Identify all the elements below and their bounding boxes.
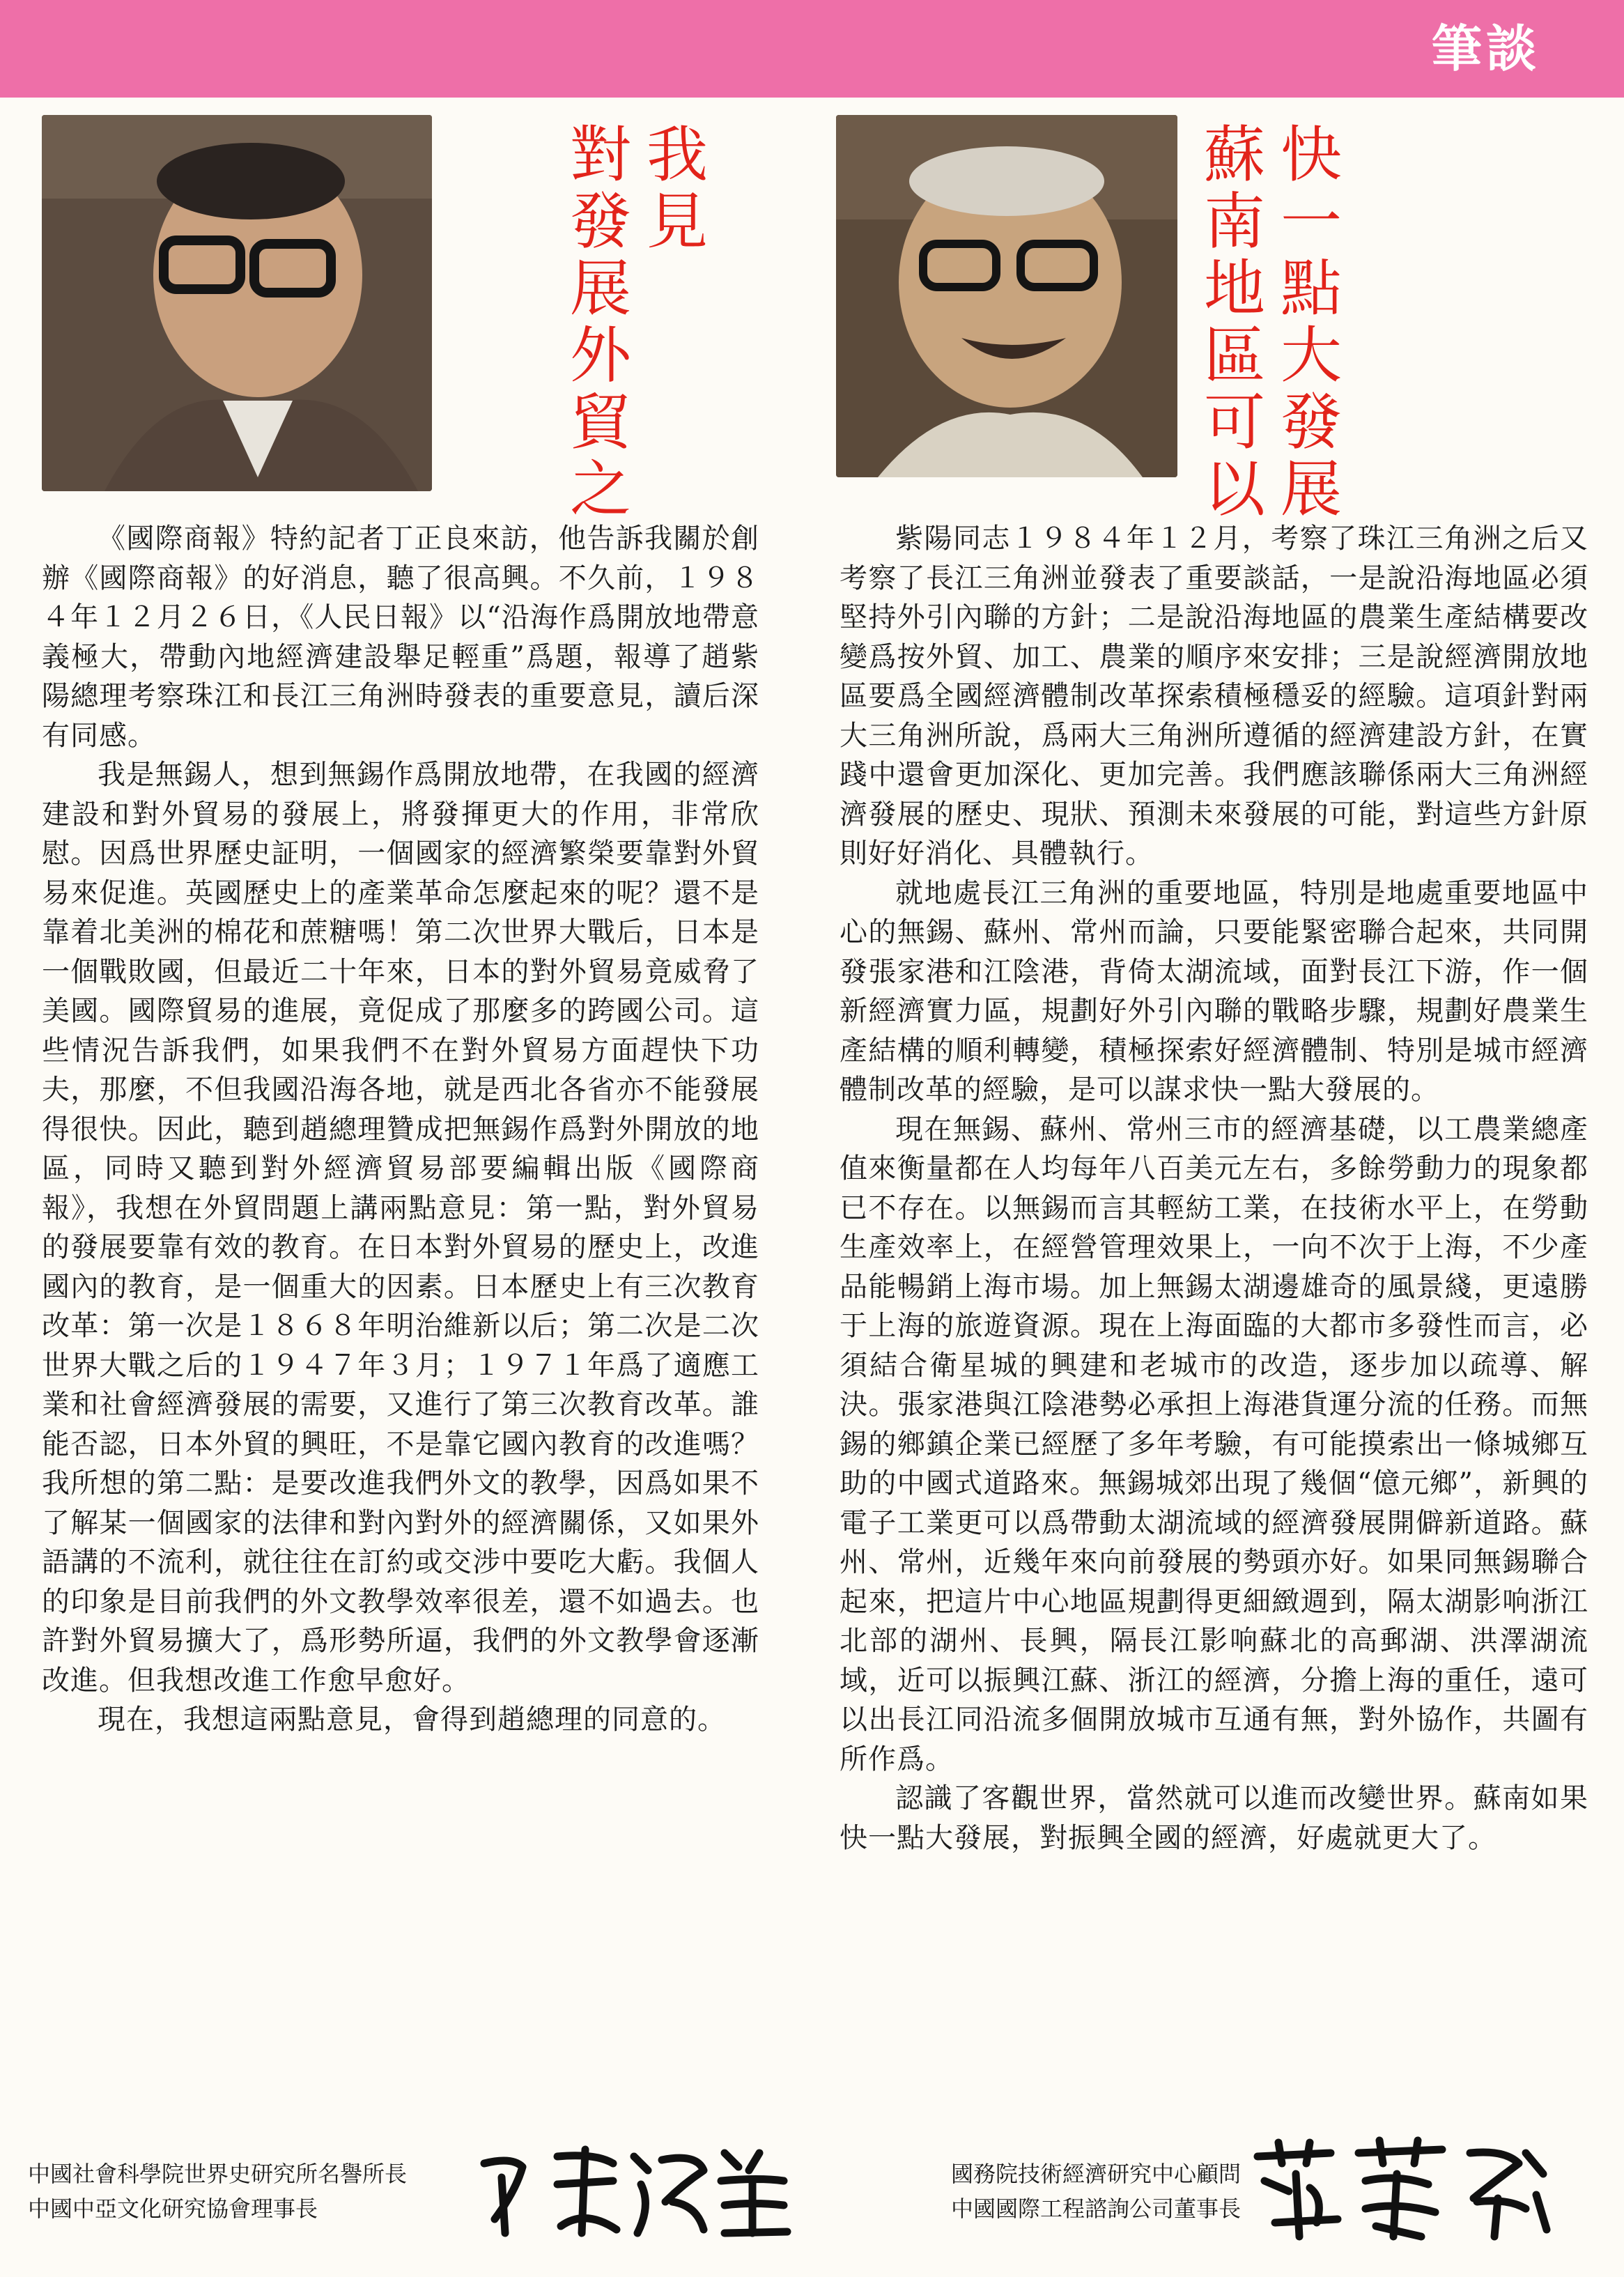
right-paragraph-3: 現在無錫、蘇州、常州三市的經濟基礎，以工農業總產值來衡量都在人均每年八百美元左右，多餘勞動力的現象都已不存在。以無錫而言其輕紡工業，在技術水平上，在勞動生產效率上，在經營管理效果上，一向不次于上海，不少產品能暢銷上海市場。加上無錫太湖邊雄奇的風景綫，更遠勝于上海的旅遊資源。現在上海面臨的大都市多發性而言，必須結合衛星城的興建和老城市的改造，逐步加以疏導、解決。張家港與江陰港勢必承担上海港貨運分流的任務。而無錫的鄉鎮企業已經歷了多年考驗，有可能摸索出一條城鄉互助的中國式道路來。無錫城郊出現了幾個“億元鄉”，新興的電子工業更可以爲帶動太湖流域的經濟發展開僻新道路。蘇州、常州，近幾年來向前發展的勢頭亦好。如果同無錫聯合起來，把這片中心地區規劃得更細緻週到，隔太湖影响浙江北部的湖州、長興，隔長江影响蘇北的高郵湖、洪澤湖流域，近可以振興江蘇、浙江的經濟，分擔上海的重任，遠可以出長江同沿流多個開放城市互通有無，對外協作，共圖有所作爲。 — [840, 1113, 1588, 1775]
right-article-body — [840, 519, 1588, 1858]
right-author-credentials — [951, 2156, 1241, 2226]
right-credential-1: 國務院技術經濟研究中心顧問 — [951, 2161, 1242, 2187]
left-paragraph-3: 現在，我想這兩點意見，會得到趙總理的同意的。 — [98, 1704, 726, 1736]
left-article-title — [557, 122, 711, 523]
left-article — [28, 0, 759, 2277]
portrait-image — [836, 115, 1177, 477]
right-paragraph-2: 就地處長江三角洲的重要地區，特別是地處重要地區中心的無錫、蘇州、常州而論，只要能緊密聯合起來，共同開發張家港和江陰港，背倚太湖流域，面對長江下游，作一個新經濟實力區，規劃好外引內聯的戰略步驟，規劃好農業生產結構的順利轉變，積極探索好經濟體制、特別是城市經濟體制改革的經驗，是可以謀求快一點大發展的。 — [840, 877, 1588, 1106]
left-credential-2: 中國中亞文化研究協會理事長 — [28, 2195, 318, 2222]
left-author-photo — [42, 115, 432, 491]
left-paragraph-1: 《國際商報》特約記者丁正良來訪，他告訴我關於創辦《國際商報》的好消息，聽了很高興。不久前，１９８４年１２月２６日，《人民日報》以“沿海作爲開放地帶意義極大，帶動內地經濟建設舉足輕重”爲題，報導了趙紫陽總理考察珠江和長江三角洲時發表的重要意見，讀后深有同感。 — [42, 523, 759, 752]
right-credential-2: 中國國際工程諮詢公司董事長 — [951, 2195, 1242, 2222]
portrait-image — [42, 115, 432, 491]
left-article-body — [42, 519, 759, 1740]
section-label: 筆談 — [1431, 20, 1540, 78]
left-title-line-1: 我見 — [637, 122, 709, 256]
right-title-line-1: 快一點大發展 — [1271, 122, 1343, 523]
left-title-line-2: 對發展外貿之 — [560, 122, 632, 523]
left-author-credentials — [28, 2156, 407, 2226]
left-credential-1: 中國社會科學院世界史研究所名譽所長 — [28, 2161, 408, 2187]
right-handwritten-signature — [1247, 2132, 1554, 2244]
right-paragraph-1: 紫陽同志１９８４年１２月，考察了珠江三角洲之后又考察了長江三角洲並發表了重要談話，一是說沿海地區必須堅持外引內聯的方針；二是說沿海地區的農業生產結構要改變爲按外貿、加工、農業的順序來安排；三是說經濟開放地區要爲全國經濟體制改革探索積極穩妥的經驗。這項針對兩大三角洲所說，爲兩大三角洲所遵循的經濟建設方針，在實踐中還會更加深化、更加完善。我們應該聯係兩大三角洲經濟發展的歷史、現狀、預測未來發展的可能，對這些方針原則好好消化、具體執行。 — [840, 523, 1588, 870]
right-article-title — [1191, 122, 1345, 523]
right-article — [815, 0, 1588, 2277]
left-handwritten-signature — [474, 2136, 794, 2240]
right-paragraph-4: 認識了客觀世界，當然就可以進而改變世界。蘇南如果快一點大發展，對振興全國的經濟，好處就更大了。 — [840, 1782, 1588, 1854]
left-paragraph-2: 我是無錫人，想到無錫作爲開放地帶，在我國的經濟建設和對外貿易的發展上，將發揮更大的作用，非常欣慰。因爲世界歷史証明，一個國家的經濟繁榮要靠對外貿易來促進。英國歷史上的產業革命怎麼起來的呢？還不是靠着北美洲的棉花和蔗糖嗎！第二次世界大戰后，日本是一個戰敗國，但最近二十年來，日本的對外貿易竟威脅了美國。國際貿易的進展，竟促成了那麼多的跨國公司。這些情況告訴我們，如果我們不在對外貿易方面趕快下功夫，那麼，不但我國沿海各地，就是西北各省亦不能發展得很快。因此，聽到趙總理贊成把無錫作爲對外開放的地區，同時又聽到對外經濟貿易部要編輯出版《國際商報》，我想在外貿問題上講兩點意見：第一點，對外貿易的發展要靠有效的教育。在日本對外貿易的歷史上，改進國內的教育，是一個重大的因素。日本歷史上有三次教育改革：第一次是１８６８年明治維新以后；第二次是二次世界大戰之后的１９４７年３月；１９７１年爲了適應工業和社會經濟發展的需要，又進行了第三次教育改革。誰能否認，日本外貿的興旺，不是靠它國內教育的改進嗎？我所想的第二點：是要改進我們外文的教學，因爲如果不了解某一個國家的法律和對內對外的經濟關係，又如果外語講的不流利，就往往在訂約或交涉中要吃大虧。我個人的印象是目前我們的外文教學效率很差，還不如過去。也許對外貿易擴大了，爲形勢所逼，我們的外文教學會逐漸改進。但我想改進工作愈早愈好。 — [42, 759, 759, 1697]
right-author-photo — [836, 115, 1177, 477]
right-title-line-2: 蘇南地區可以 — [1194, 122, 1266, 523]
